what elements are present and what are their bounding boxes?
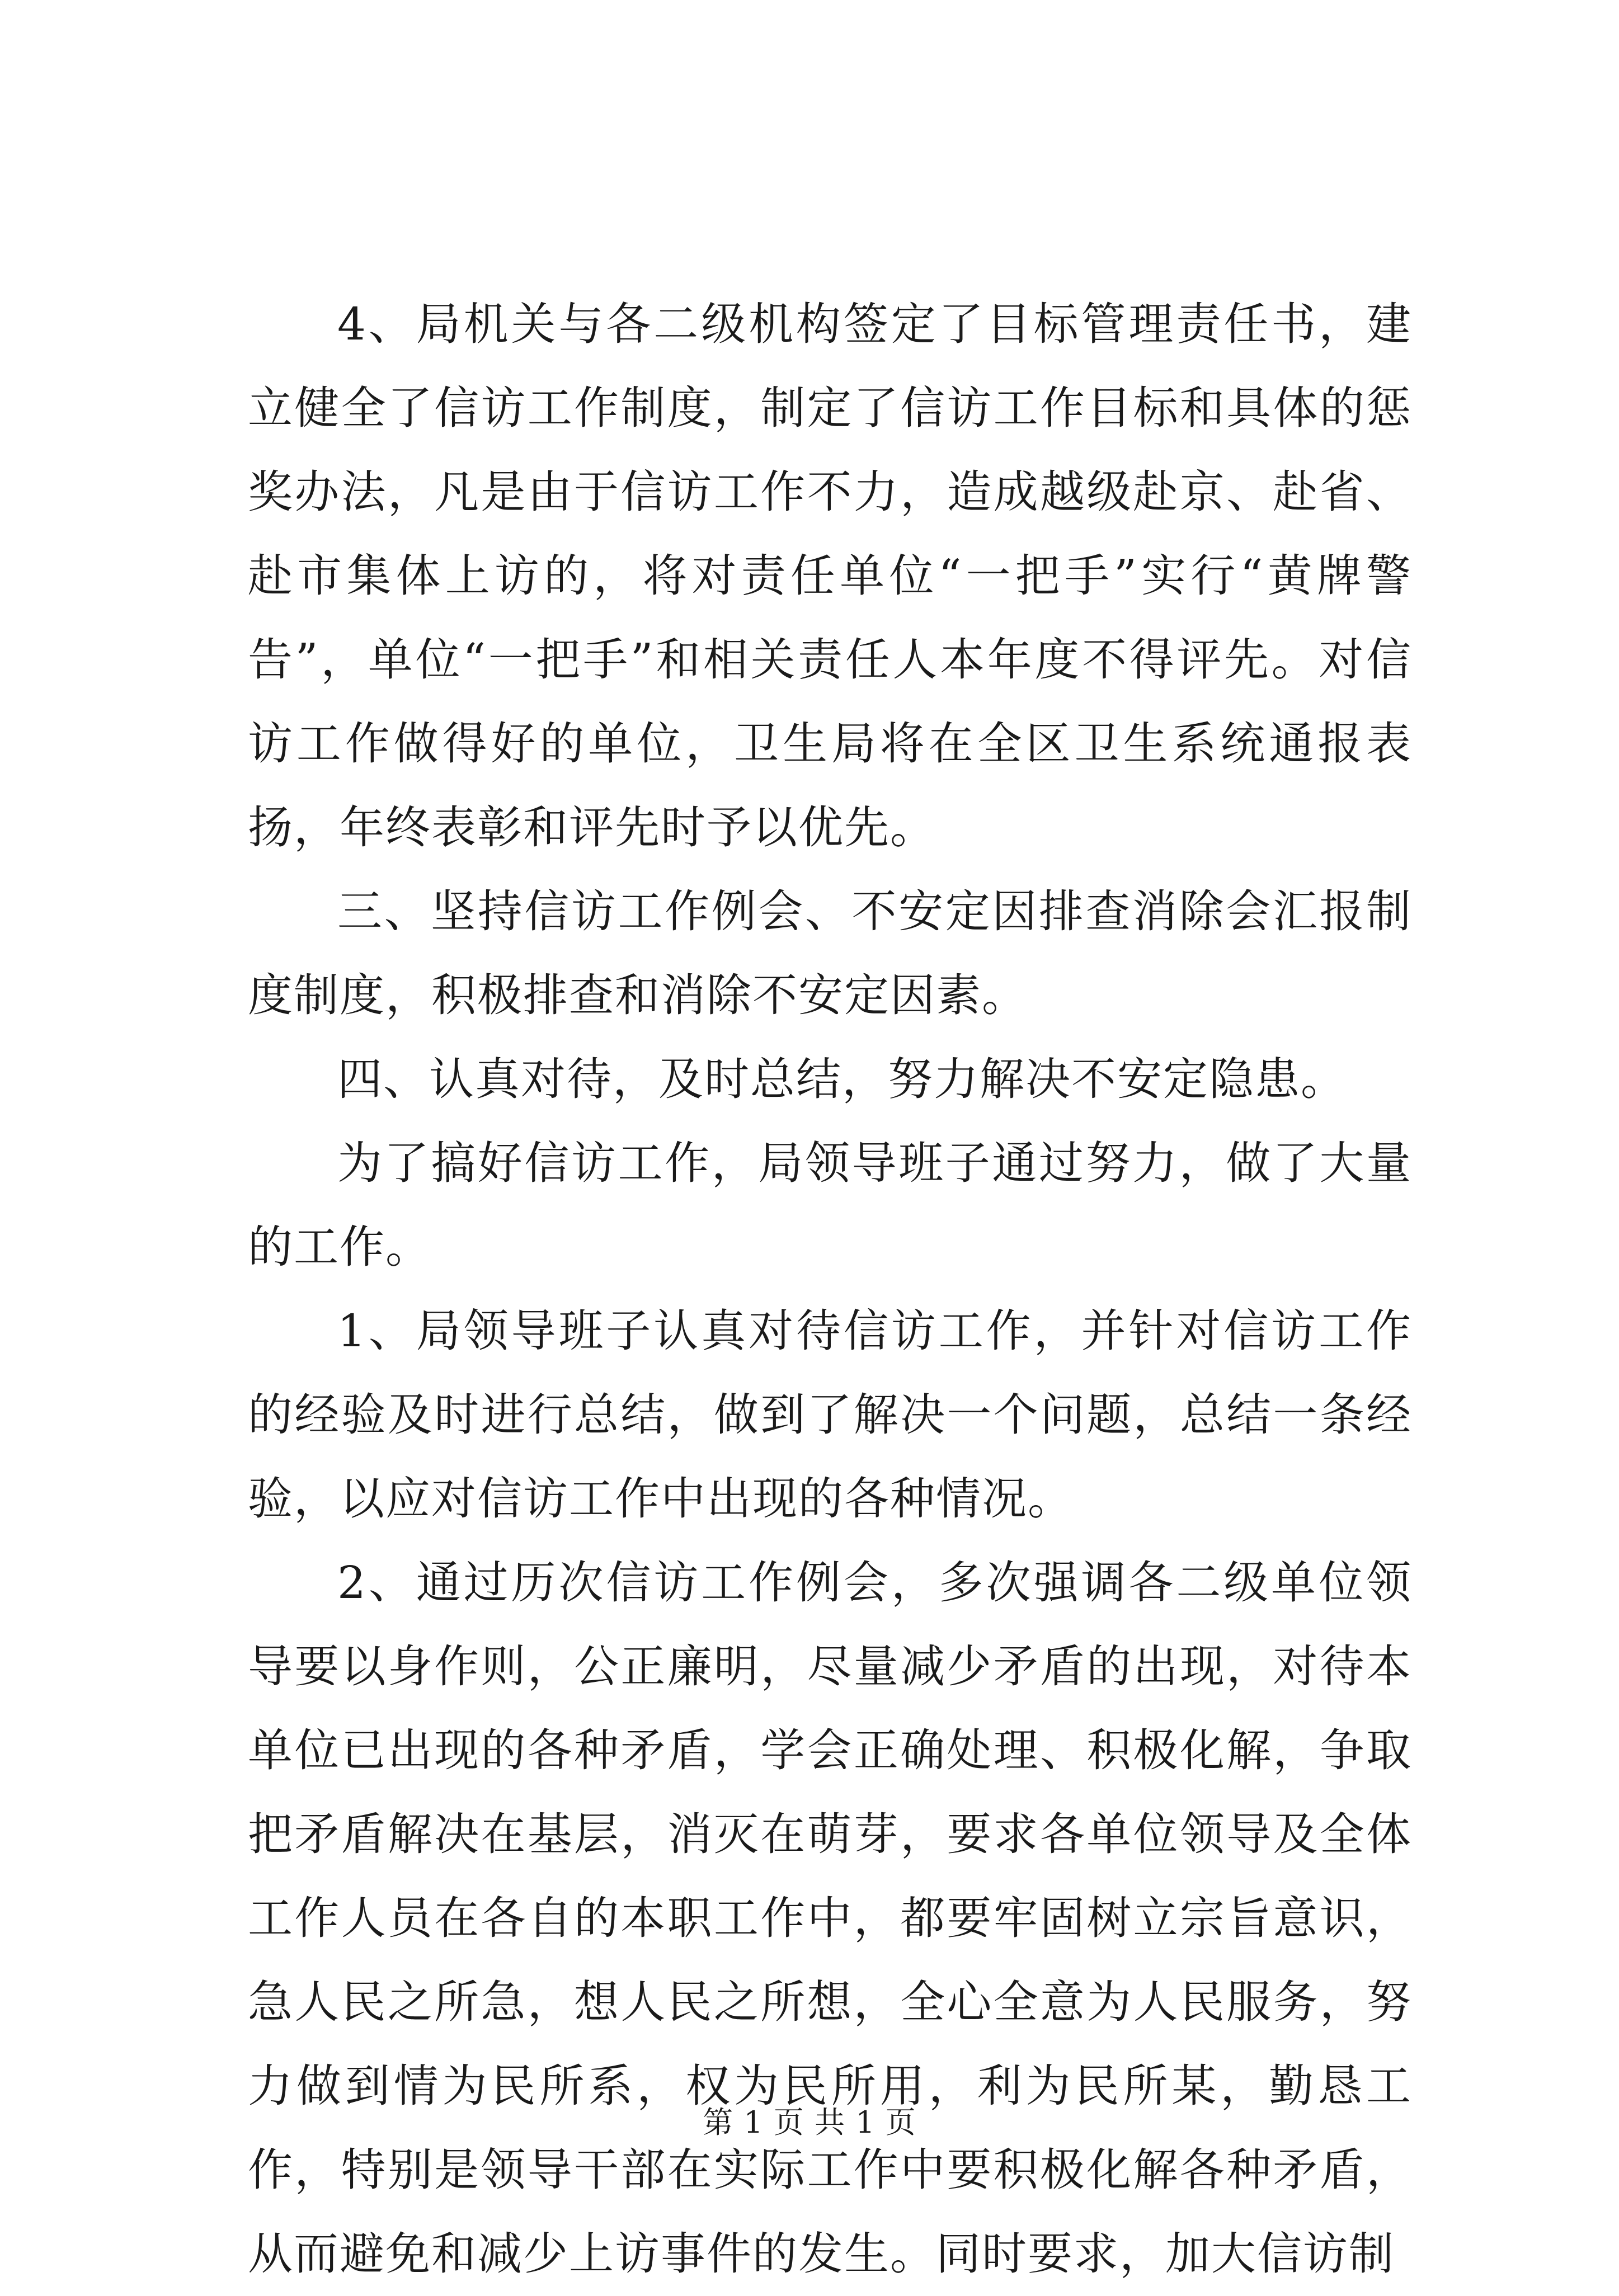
paragraph-item-2: 2、通过历次信访工作例会，多次强调各二级单位领导要以身作则，公正廉明，尽量减少矛盾的出现，对待本单位已出现的各种矛盾，学会正确处理、积极化解，争取把矛盾解决在基层，消灭在萌芽，要求各单位领导及全体工作人员在各自的本职工作中，都要牢固树立宗旨意识，急人民之所急，想人民之所想，全心全意为人民服务，努力做到情为民所系，权为民所用，利为民所某，勤恳工作，特别是领导干部在实际工作中要积极化解各种矛盾，从而避免和减少上访事件的发生。同时要求，加大信访制 <box>248 1557 1412 2280</box>
paragraph-section-three: 三、坚持信访工作例会、不安定因排查消除会汇报制度制度，积极排查和消除不安定因素。 <box>248 885 1412 1021</box>
paragraph-intro: 为了搞好信访工作，局领导班子通过努力，做了大量的工作。 <box>248 1137 1412 1273</box>
paragraph-section-four: 四、认真对待，及时总结，努力解决不安定隐患。 <box>337 1053 1347 1105</box>
page-footer: 第 1 页 共 1 页 <box>703 2105 916 2140</box>
paragraph-item-1: 1、局领导班子认真对待信访工作，并针对信访工作的经验及时进行总结，做到了解决一个问题，总结一条经验，以应对信访工作中出现的各种情况。 <box>248 1305 1412 1525</box>
paragraph-target-responsibility: 4、局机关与各二级机构签定了目标管理责任书，建立健全了信访工作制度，制定了信访工作目标和具体的惩奖办法，凡是由于信访工作不力，造成越级赴京、赴省、赴市集体上访的，将对责任单位“一把手”实行“黄牌警告”，单位“一把手”和相关责任人本年度不得评先。对信访工作做得好的单位，卫生局将在全区卫生系统通报表扬，年终表彰和评先时予以优先。 <box>248 298 1412 854</box>
document-body <box>248 282 1412 2296</box>
